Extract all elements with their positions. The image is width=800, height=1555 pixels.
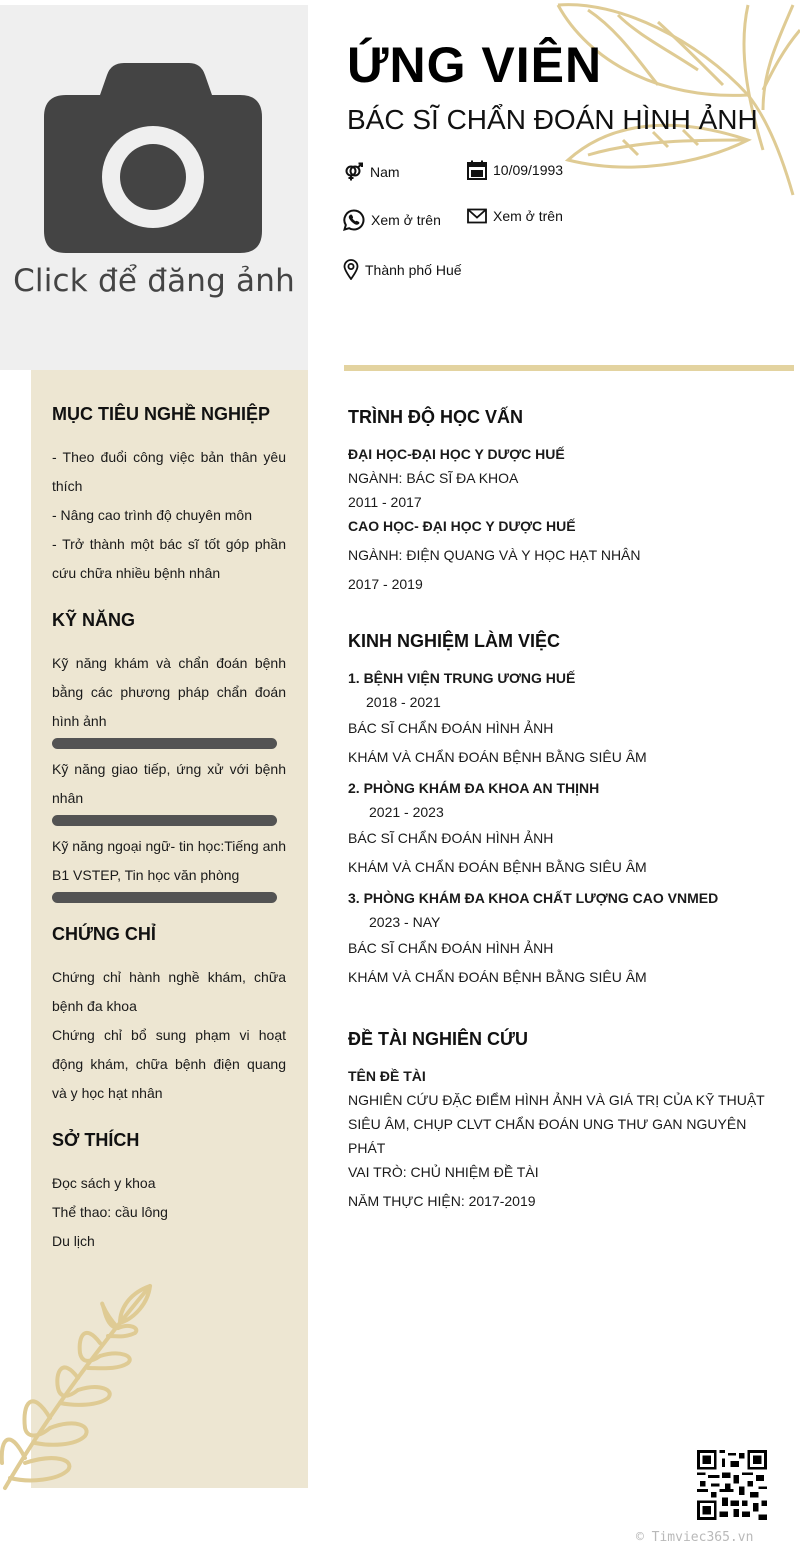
whatsapp-phone-icon (343, 209, 365, 231)
info-gender (344, 162, 400, 182)
research-label: TÊN ĐỀ TÀI (348, 1068, 426, 1084)
research-topic: NGHIÊN CỨU ĐẶC ĐIỂM HÌNH ẢNH VÀ GIÁ TRỊ CỦA KỸ THUẬT (348, 1092, 765, 1108)
candidate-name: ỨNG VIÊN (347, 37, 603, 93)
photo-upload[interactable] (0, 5, 308, 370)
section-objective (52, 404, 286, 588)
education-years: 2011 - 2017 (348, 494, 422, 510)
skill-label: Kỹ năng giao tiếp, ứng xử với bệnh nhân (52, 761, 286, 806)
section-title: ĐỀ TÀI NGHIÊN CỨU (348, 1029, 528, 1049)
branch-decoration-icon (0, 1278, 160, 1493)
section-education (348, 407, 778, 596)
skill-level-bar (52, 892, 277, 903)
education-major: NGÀNH: ĐIỆN QUANG VÀ Y HỌC HẠT NHÂN (348, 547, 641, 563)
skill-level-bar (52, 738, 277, 749)
section-title: CHỨNG CHỈ (52, 924, 156, 944)
skill-label: Kỹ năng ngoại ngữ- tin học:Tiếng anh B1 VSTEP, Tin học văn phòng (52, 838, 286, 883)
section-title: KỸ NĂNG (52, 610, 136, 630)
experience-years: 2018 - 2021 (366, 694, 441, 710)
section-title: SỞ THÍCH (52, 1130, 140, 1150)
envelope-icon (467, 208, 487, 224)
calendar-icon (467, 160, 487, 180)
section-skills (52, 610, 286, 909)
leaf-decoration-icon (548, 0, 800, 200)
camera-icon (44, 63, 262, 253)
email-value: Xem ở trên (493, 208, 563, 224)
research-topic: SIÊU ÂM, CHỤP CLVT CHẨN ĐOÁN UNG THƯ GAN NGUYÊN PHÁT (348, 1116, 747, 1156)
hobby-line: Du lịch (52, 1233, 95, 1249)
qr-code-icon[interactable] (697, 1450, 767, 1520)
section-research (348, 1029, 778, 1213)
section-hobbies (52, 1130, 286, 1256)
experience-description: KHÁM VÀ CHẨN ĐOÁN BỆNH BẰNG SIÊU ÂM (348, 859, 647, 875)
experience-description: KHÁM VÀ CHẨN ĐOÁN BỆNH BẰNG SIÊU ÂM (348, 749, 647, 765)
objective-line: - Theo đuổi công việc bản thân yêu thích (52, 449, 286, 494)
education-major: NGÀNH: BÁC SĨ ĐA KHOA (348, 470, 519, 486)
hobby-line: Đọc sách y khoa (52, 1175, 156, 1191)
experience-position: BÁC SĨ CHẨN ĐOÁN HÌNH ẢNH (348, 720, 554, 736)
skill-label: Kỹ năng khám và chẩn đoán bệnh bằng các phương pháp chẩn đoán hình ảnh (52, 655, 286, 729)
skill-level-bar (52, 815, 277, 826)
certificate-line: Chứng chỉ bổ sung phạm vi hoạt động khám, chữa bệnh điện quang và y học hạt nhân (52, 1027, 286, 1101)
experience-company: 3. PHÒNG KHÁM ĐA KHOA CHẤT LƯỢNG CAO VNMED (348, 890, 719, 906)
experience-years: 2023 - NAY (369, 914, 441, 930)
job-title: BÁC SĨ CHẨN ĐOÁN HÌNH ẢNH (347, 104, 758, 135)
info-birthday (467, 160, 563, 180)
objective-line: - Nâng cao trình độ chuyên môn (52, 507, 253, 523)
hobby-line: Thể thao: cầu lông (52, 1204, 168, 1220)
section-certificates (52, 924, 286, 1108)
research-role: VAI TRÒ: CHỦ NHIỆM ĐỀ TÀI (348, 1164, 539, 1180)
info-address (343, 259, 462, 280)
education-years: 2017 - 2019 (348, 576, 423, 592)
experience-company: 2. PHÒNG KHÁM ĐA KHOA AN THỊNH (348, 780, 600, 796)
education-school: CAO HỌC- ĐẠI HỌC Y DƯỢC HUẾ (348, 518, 576, 534)
experience-years: 2021 - 2023 (369, 804, 444, 820)
info-phone (343, 209, 441, 231)
map-pin-icon (343, 259, 359, 280)
section-experience (348, 631, 778, 989)
objective-line: - Trở thành một bác sĩ tốt góp phần cứu chữa nhiều bệnh nhân (52, 536, 286, 581)
phone-value: Xem ở trên (371, 212, 441, 228)
section-title: MỤC TIÊU NGHỀ NGHIỆP (52, 404, 271, 424)
copyright-text: © Timviec365.vn (636, 1530, 754, 1545)
gender-icon (344, 162, 364, 182)
accent-divider (344, 365, 794, 371)
experience-position: BÁC SĨ CHẨN ĐOÁN HÌNH ẢNH (348, 940, 554, 956)
research-year: NĂM THỰC HIỆN: 2017-2019 (348, 1193, 536, 1209)
info-email (467, 208, 563, 224)
gender-value: Nam (370, 164, 400, 180)
section-title: KINH NGHIỆM LÀM VIỆC (348, 631, 561, 651)
experience-company: 1. BỆNH VIỆN TRUNG ƯƠNG HUẾ (348, 670, 576, 686)
address-value: Thành phố Huế (365, 261, 462, 278)
certificate-line: Chứng chỉ hành nghề khám, chữa bệnh đa khoa (52, 969, 286, 1014)
section-title: TRÌNH ĐỘ HỌC VẤN (348, 407, 523, 427)
photo-caption: Click để đăng ảnh (13, 263, 295, 299)
birthday-value: 10/09/1993 (493, 162, 564, 178)
experience-description: KHÁM VÀ CHẨN ĐOÁN BỆNH BẰNG SIÊU ÂM (348, 969, 647, 985)
education-school: ĐẠI HỌC-ĐẠI HỌC Y DƯỢC HUẾ (348, 446, 565, 462)
experience-position: BÁC SĨ CHẨN ĐOÁN HÌNH ẢNH (348, 830, 554, 846)
